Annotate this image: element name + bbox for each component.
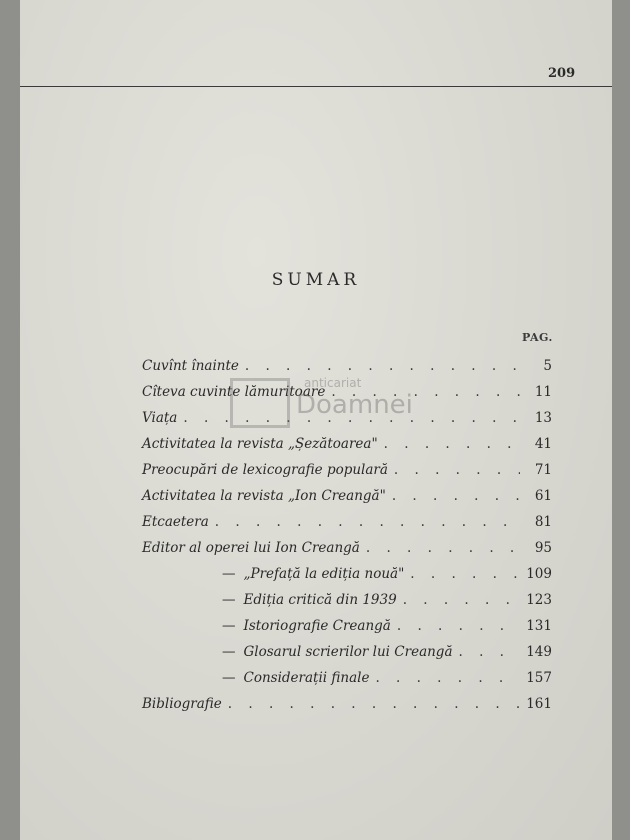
toc-entry-page: 41 xyxy=(534,436,552,452)
toc-entry xyxy=(142,488,552,514)
subentry-dash: — xyxy=(222,644,236,660)
dot-leader xyxy=(228,696,520,712)
toc-entry-page: 161 xyxy=(526,696,552,712)
dot-leader xyxy=(397,618,520,634)
page-column-label: PAG. xyxy=(522,331,553,344)
book-page xyxy=(20,0,612,840)
toc-entry-label: Cîteva cuvinte lămuritoare xyxy=(142,384,326,400)
toc-entry-page: 123 xyxy=(526,592,552,608)
dot-leader xyxy=(403,592,520,608)
subentry-dash: — xyxy=(222,592,236,608)
toc-entry-page: 95 xyxy=(534,540,552,556)
toc-entry xyxy=(142,696,552,722)
toc-entry xyxy=(142,462,552,488)
dot-leader xyxy=(394,462,520,478)
toc-entry-page: 149 xyxy=(526,644,552,660)
toc-entry-page: 157 xyxy=(526,670,552,686)
header-rule xyxy=(20,86,612,87)
toc-subentry xyxy=(142,618,552,644)
toc-entry-label: Editor al operei lui Ion Creangă xyxy=(142,540,360,556)
toc-entry-label: Glosarul scrierilor lui Creangă xyxy=(243,644,453,660)
toc-entry-label: Ediția critică din 1939 xyxy=(243,592,397,608)
toc-entry-page: 81 xyxy=(534,514,552,530)
toc-subentry xyxy=(142,566,552,592)
watermark-big-text: Doamnei xyxy=(296,390,413,420)
toc-entry-label: Activitatea la revista „Șezătoarea" xyxy=(142,436,378,452)
subentry-dash: — xyxy=(222,566,236,582)
dot-leader xyxy=(375,670,520,686)
subentry-dash: — xyxy=(222,670,236,686)
dot-leader xyxy=(245,358,520,374)
toc-entry-page: 61 xyxy=(534,488,552,504)
dot-leader xyxy=(392,488,520,504)
toc-entry-label: Bibliografie xyxy=(142,696,222,712)
toc-subentry xyxy=(142,592,552,618)
toc-entry-label: „Prefață la ediția nouă" xyxy=(243,566,405,582)
toc-entry-page: 11 xyxy=(534,384,552,400)
toc-entry xyxy=(142,436,552,462)
toc-entry-label: Viața xyxy=(142,410,178,426)
page-number: 209 xyxy=(548,66,576,81)
toc-entry-label: Preocupări de lexicografie populară xyxy=(142,462,388,478)
dot-leader xyxy=(459,644,521,660)
toc-entry-page: 131 xyxy=(526,618,552,634)
toc-entry xyxy=(142,540,552,566)
toc-entry-label: Istoriografie Creangă xyxy=(243,618,391,634)
watermark xyxy=(230,376,420,432)
watermark-small-text: anticariat xyxy=(304,376,362,390)
toc-subentry xyxy=(142,644,552,670)
toc-entry-label: Activitatea la revista „Ion Creangă" xyxy=(142,488,386,504)
toc-entry-page: 5 xyxy=(543,358,552,374)
dot-leader xyxy=(366,540,520,556)
toc-entry-page: 13 xyxy=(534,410,552,426)
toc-entry-label: Etcaetera xyxy=(142,514,209,530)
toc-subentry xyxy=(142,670,552,696)
toc-entry-label: Considerații finale xyxy=(243,670,370,686)
subentry-dash: — xyxy=(222,618,236,634)
watermark-logo-icon xyxy=(230,378,290,428)
dot-leader xyxy=(384,436,520,452)
dot-leader xyxy=(410,566,520,582)
toc-entry-page: 109 xyxy=(526,566,552,582)
toc-entry xyxy=(142,514,552,540)
dot-leader xyxy=(215,514,520,530)
toc-entry-label: Cuvînt înainte xyxy=(142,358,239,374)
page-title: SUMAR xyxy=(271,270,361,290)
toc-entry-page: 71 xyxy=(534,462,552,478)
